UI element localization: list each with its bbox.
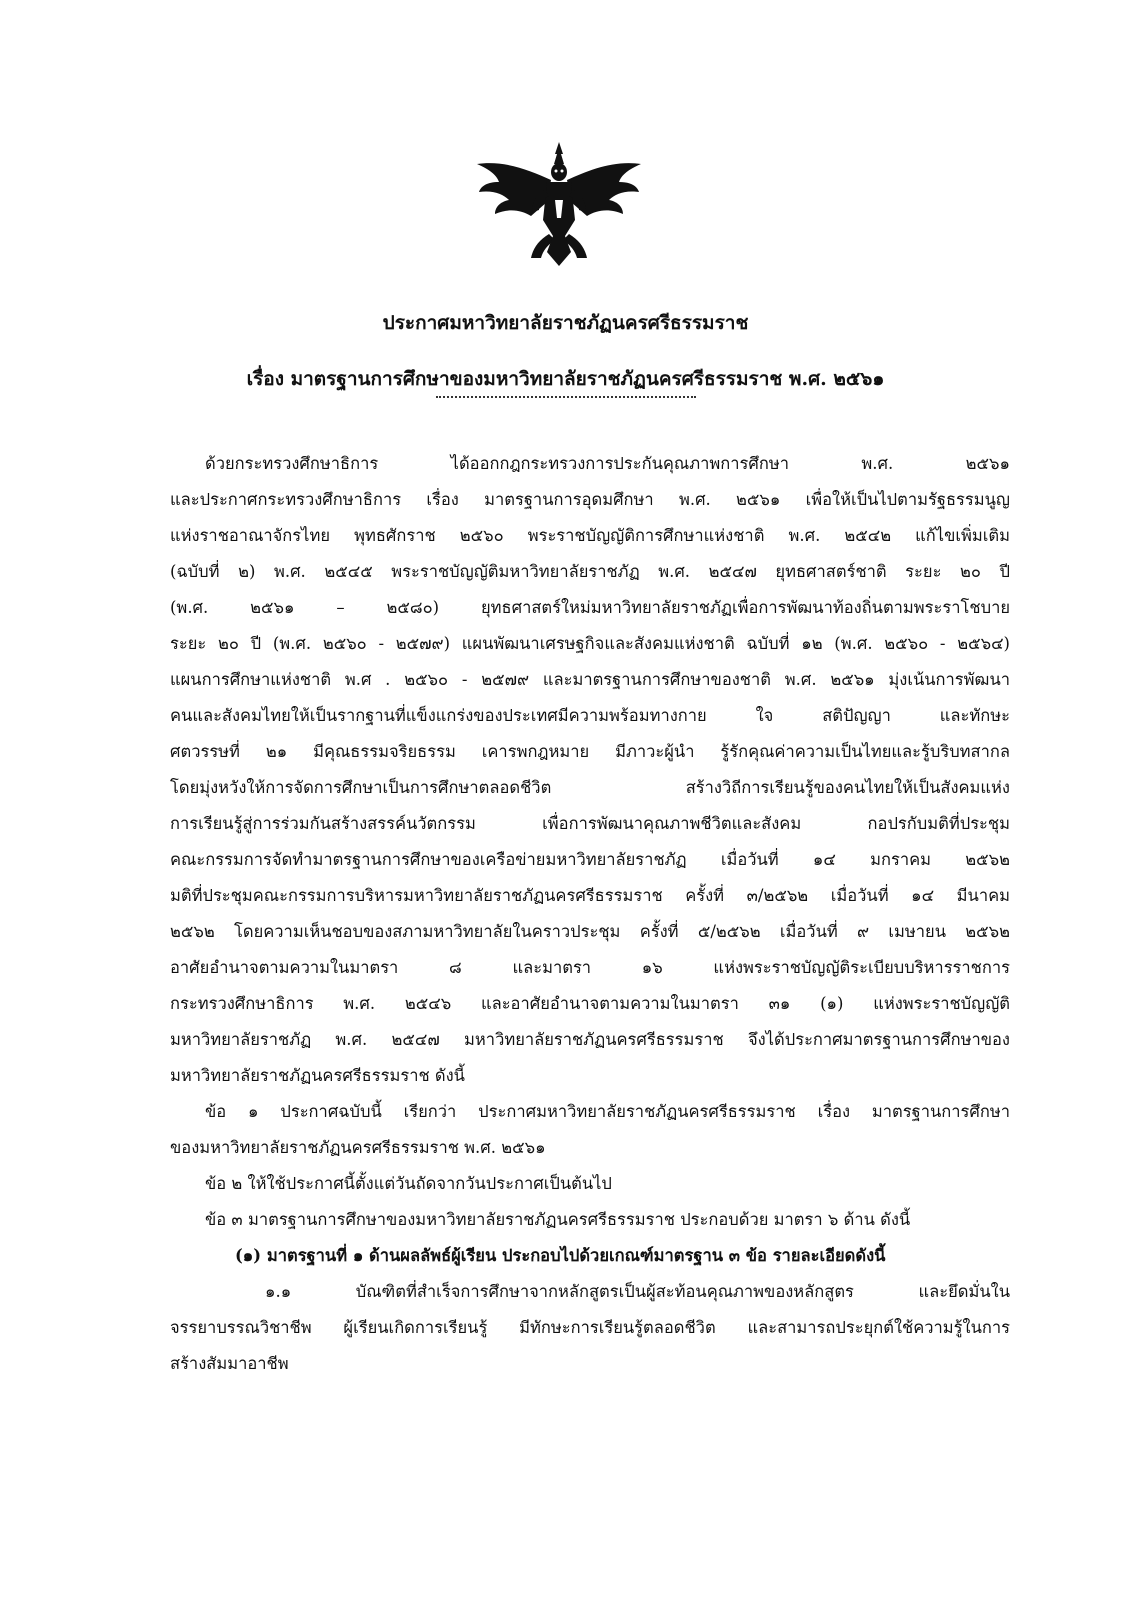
preamble-line: แผนการศึกษาแห่งชาติ พ.ศ . ๒๕๖๐ - ๒๕๗๙ และมาตรฐานการศึกษาของชาติ พ.ศ. ๒๕๖๑ มุ่งเน้นการพัฒนา [170,670,1010,689]
preamble-line: ด้วยกระทรวงศึกษาธิการ ได้ออกกฎกระทรวงการประกันคุณภาพการศึกษา พ.ศ. ๒๕๖๑ [205,454,1010,473]
clause-1-line: ของมหาวิทยาลัยราชภัฏนครศรีธรรมราช พ.ศ. ๒๕๖๑ [170,1138,546,1157]
preamble-line: ศตวรรษที่ ๒๑ มีคุณธรรมจริยธรรม เคารพกฎหมาย มีภาวะผู้นำ รู้รักคุณค่าความเป็นไทยและรู้บริบทสากล [170,742,1010,761]
preamble-line: (พ.ศ. ๒๕๖๑ – ๒๕๘๐) ยุทธศาสตร์ใหม่มหาวิทยาลัยราชภัฏเพื่อการพัฒนาท้องถิ่นตามพระราโชบาย [170,598,1010,617]
clause-3: ข้อ ๓ มาตรฐานการศึกษาของมหาวิทยาลัยราชภัฏนครศรีธรรมราช ประกอบด้วย มาตรา ๖ ด้าน ดังนี้ [205,1210,911,1229]
preamble-paragraph [170,446,1010,1382]
preamble-line: มหาวิทยาลัยราชภัฏนครศรีธรรมราช ดังนี้ [170,1066,465,1085]
divider [436,396,696,398]
preamble-line: และประกาศกระทรวงศึกษาธิการ เรื่อง มาตรฐานการอุดมศึกษา พ.ศ. ๒๕๖๑ เพื่อให้เป็นไปตามรัฐธรรมนูญ [170,490,1010,509]
clause-1-line: ข้อ ๑ ประกาศฉบับนี้ เรียกว่า ประกาศมหาวิทยาลัยราชภัฏนครศรีธรรมราช เรื่อง มาตรฐานการศึกษา [205,1102,1010,1121]
garuda-emblem-icon [469,140,649,270]
standard-1-heading: (๑) มาตรฐานที่ ๑ ด้านผลลัพธ์ผู้เรียน ประกอบไปด้วยเกณฑ์มาตรฐาน ๓ ข้อ รายละเอียดดังนี้ [235,1246,886,1265]
preamble-line: มติที่ประชุมคณะกรรมการบริหารมหาวิทยาลัยราชภัฏนครศรีธรรมราช ครั้งที่ ๓/๒๕๖๒ เมื่อวันที่ ๑๔ มีนาคม [170,886,1010,905]
preamble-line: แห่งราชอาณาจักรไทย พุทธศักราช ๒๕๖๐ พระราชบัญญัติการศึกษาแห่งชาติ พ.ศ. ๒๕๔๒ แก้ไขเพิ่มเติม [170,526,1010,545]
preamble-line: โดยมุ่งหวังให้การจัดการศึกษาเป็นการศึกษาตลอดชีวิต สร้างวิถีการเรียนรู้ของคนไทยให้เป็นสังคมแห่ง [170,778,1010,797]
item-1-1-line: สร้างสัมมาอาชีพ [170,1354,289,1373]
preamble-line: อาศัยอำนาจตามความในมาตรา ๘ และมาตรา ๑๖ แห่งพระราชบัญญัติระเบียบบริหารราชการ [170,958,1010,977]
preamble-line: ๒๕๖๒ โดยความเห็นชอบของสภามหาวิทยาลัยในคราวประชุม ครั้งที่ ๕/๒๕๖๒ เมื่อวันที่ ๙ เมษายน ๒๕๖๒ [170,922,1010,941]
item-1-1-line: ๑.๑ บัณฑิตที่สำเร็จการศึกษาจากหลักสูตรเป็นผู้สะท้อนคุณภาพของหลักสูตร และยึดมั่นใน [265,1282,1010,1301]
announcement-title: ประกาศมหาวิทยาลัยราชภัฏนครศรีธรรมราช [382,312,749,334]
preamble-line: มหาวิทยาลัยราชภัฏ พ.ศ. ๒๕๔๗ มหาวิทยาลัยราชภัฏนครศรีธรรมราช จึงได้ประกาศมาตรฐานการศึกษาของ [170,1030,1010,1049]
preamble-line: (ฉบับที่ ๒) พ.ศ. ๒๕๔๕ พระราชบัญญัติมหาวิทยาลัยราชภัฏ พ.ศ. ๒๕๔๗ ยุทธศาสตร์ชาติ ระยะ ๒๐ ปี [170,562,1010,581]
preamble-line: ระยะ ๒๐ ปี (พ.ศ. ๒๕๖๐ - ๒๕๗๙) แผนพัฒนาเศรษฐกิจและสังคมแห่งชาติ ฉบับที่ ๑๒ (พ.ศ. ๒๕๖๐ - ๒๕๖๔) [170,634,1010,653]
announcement-subject: เรื่อง มาตรฐานการศึกษาของมหาวิทยาลัยราชภัฏนครศรีธรรมราช พ.ศ. ๒๕๖๑ [246,368,885,390]
clause-2: ข้อ ๒ ให้ใช้ประกาศนี้ตั้งแต่วันถัดจากวันประกาศเป็นต้นไป [205,1174,612,1193]
preamble-line: คนและสังคมไทยให้เป็นรากฐานที่แข็งแกร่งของประเทศมีความพร้อมทางกาย ใจ สติปัญญา และทักษะ [170,706,1010,725]
preamble-line: กระทรวงศึกษาธิการ พ.ศ. ๒๕๔๖ และอาศัยอำนาจตามความในมาตรา ๓๑ (๑) แห่งพระราชบัญญัติ [170,994,1010,1013]
preamble-line: การเรียนรู้สู่การร่วมกันสร้างสรรค์นวัตกรรม เพื่อการพัฒนาคุณภาพชีวิตและสังคม กอปรกับมติที่ประชุม [170,814,1010,833]
item-1-1-line: จรรยาบรรณวิชาชีพ ผู้เรียนเกิดการเรียนรู้ มีทักษะการเรียนรู้ตลอดชีวิต และสามารถประยุกต์ใช้ความรู้ในการ [170,1318,1010,1337]
preamble-line: คณะกรรมการจัดทำมาตรฐานการศึกษาของเครือข่ายมหาวิทยาลัยราชภัฏ เมื่อวันที่ ๑๔ มกราคม ๒๕๖๒ [170,850,1010,869]
